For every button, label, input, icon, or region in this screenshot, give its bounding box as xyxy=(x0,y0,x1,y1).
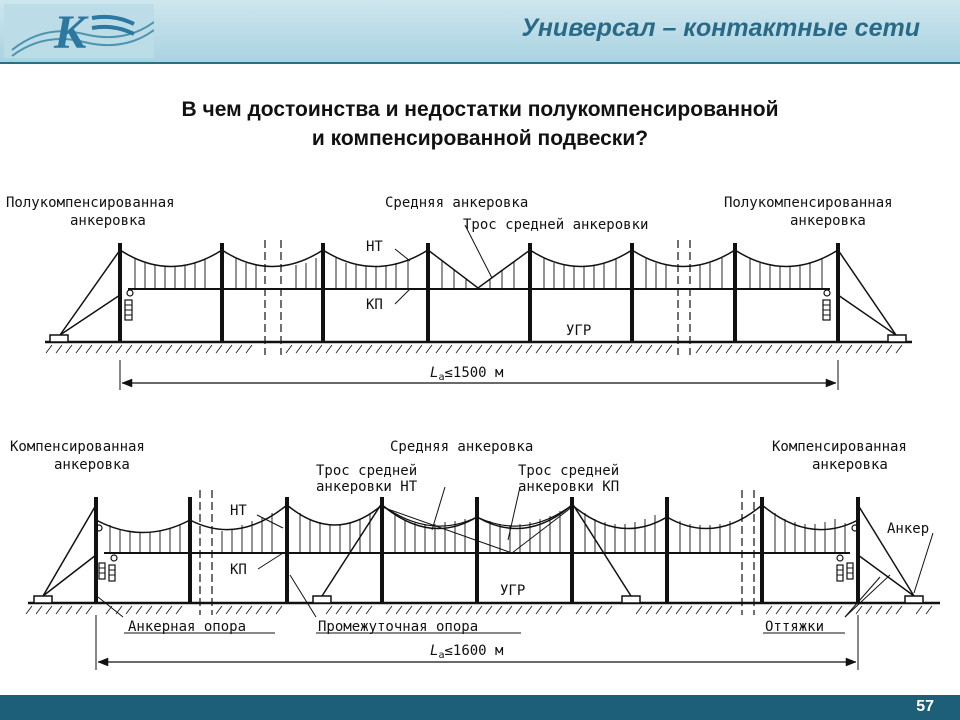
bottom-kp-label: КП xyxy=(230,562,247,578)
bottom-cable-nt-label-2: анкеровки НТ xyxy=(316,479,418,495)
leader-cable-nt xyxy=(432,487,445,530)
top-nt-label: НТ xyxy=(366,239,383,255)
leader-kp-bottom xyxy=(258,553,283,569)
bottom-left-title-1: Компенсированная xyxy=(10,439,145,455)
anchor-block-right xyxy=(888,335,906,342)
top-ugr-label: УГР xyxy=(566,323,592,339)
pulley-bottom-left-2 xyxy=(111,555,117,561)
bottom-center-title: Средняя анкеровка xyxy=(390,439,534,455)
guy-bottom-mid-right xyxy=(572,503,631,596)
guy-wire-right xyxy=(838,250,896,335)
bottom-right-title-2: анкеровка xyxy=(812,457,888,473)
top-left-title-1: Полукомпенсированная xyxy=(6,195,175,211)
bottom-cable-nt-label-1: Трос средней xyxy=(316,463,418,479)
bottom-cable-kp-label-1: Трос средней xyxy=(518,463,620,479)
company-logo xyxy=(4,4,154,58)
anchor-block-left xyxy=(50,335,68,342)
pulley-bottom-right-2 xyxy=(837,555,843,561)
bottom-anchor-pole-label: Анкерная опора xyxy=(128,619,247,635)
top-center-title: Средняя анкеровка xyxy=(385,195,529,211)
leader-nt-top xyxy=(395,249,410,261)
labels-bottom xyxy=(10,439,929,661)
guy-bottom-right xyxy=(858,505,914,596)
logo-letter: К xyxy=(54,6,87,58)
bottom-left-title-2: анкеровка xyxy=(54,457,130,473)
tension-weight-bottom-left-2 xyxy=(109,565,115,581)
top-cable-label: Трос средней анкеровки xyxy=(463,217,649,233)
question-line-1: В чем достоинства и недостатки полукомпенсированной xyxy=(181,98,779,121)
droppers-top xyxy=(135,258,822,289)
bottom-cable-kp-label-2: анкеровки КП xyxy=(518,479,620,495)
leader-guys-1 xyxy=(845,575,890,617)
top-kp-label: КП xyxy=(366,297,383,313)
tension-weight-bottom-left-1 xyxy=(99,563,105,579)
guy-bottom-left xyxy=(43,505,96,596)
top-right-title-1: Полукомпенсированная xyxy=(724,195,893,211)
ground-hatching-bottom xyxy=(26,606,932,614)
bottom-mid-pole-label: Промежуточная опора xyxy=(318,619,479,635)
top-right-title-2: анкеровка xyxy=(790,213,866,229)
break-marks-top xyxy=(265,240,690,355)
pulley-right xyxy=(824,290,830,296)
anchor-block-bottom-4 xyxy=(905,596,923,603)
footer-bar xyxy=(0,695,960,720)
header-bar xyxy=(0,0,960,64)
anchor-block-bottom-1 xyxy=(34,596,52,603)
ground-hatching xyxy=(46,345,902,353)
leader-anchor-pole xyxy=(98,597,123,617)
bottom-ugr-label: УГР xyxy=(500,583,526,599)
guy-bottom-mid-left xyxy=(322,503,382,596)
pulley-left xyxy=(127,290,133,296)
poles-bottom xyxy=(96,497,858,603)
bottom-right-title-1: Компенсированная xyxy=(772,439,907,455)
top-length-label: $L_а\le 1500$ м xyxy=(430,365,504,383)
anchor-block-bottom-3 xyxy=(622,596,640,603)
tension-weight-bottom-right-1 xyxy=(837,565,843,581)
tension-weight-bottom-right-2 xyxy=(847,563,853,579)
question-heading xyxy=(0,95,960,153)
header-title: Универсал – контактные сети xyxy=(521,14,920,42)
messenger-wire xyxy=(120,250,838,288)
anchor-block-bottom-2 xyxy=(313,596,331,603)
bottom-anchor-label: Анкер xyxy=(887,521,930,537)
leader-mid-pole xyxy=(290,575,316,617)
guy-wire-left-lower xyxy=(60,295,120,335)
question-line-2: и компенсированной подвески? xyxy=(311,127,649,150)
top-left-title-2: анкеровка xyxy=(70,213,146,229)
page-number: 57 xyxy=(916,698,934,715)
leader-guys-2 xyxy=(845,577,880,617)
poles-top xyxy=(120,243,838,342)
leader-kp-top xyxy=(395,289,410,304)
guy-wire-right-lower xyxy=(838,295,896,335)
bottom-nt-label: НТ xyxy=(230,503,247,519)
leader-anchor xyxy=(914,533,933,593)
guy-wire-left xyxy=(60,250,120,335)
bottom-guys-label: Оттяжки xyxy=(765,619,825,635)
bottom-length-label: $L_а\le 1600$ м xyxy=(430,643,504,661)
catenary-diagram xyxy=(0,185,960,690)
